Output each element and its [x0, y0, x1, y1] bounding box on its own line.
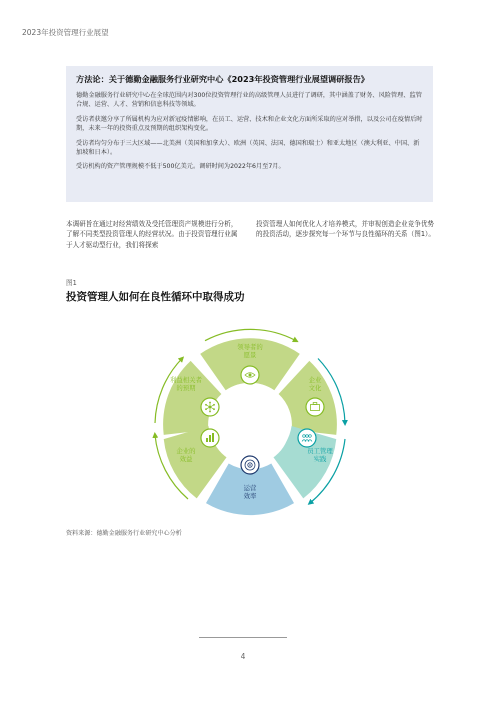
methodology-paragraph-4: 受访机构的资产管理规模不低于500亿美元。调研时间为2022年6月至7月。 [76, 163, 285, 171]
bar-chart-icon [201, 429, 219, 447]
node-label-stakeholder-2: 的预期 [176, 384, 196, 392]
node-label-operation-1: 运营 [243, 484, 257, 492]
node-label-employee-2: 实践 [313, 455, 327, 463]
node-label-culture-1: 企业 [308, 376, 322, 384]
running-header: 2023年投资管理行业展望 [22, 28, 109, 37]
people-icon [298, 429, 316, 447]
target-icon [241, 456, 259, 474]
methodology-paragraph-3: 受访者均匀分布于三大区域——北美洲（美国和加拿大）、欧洲（英国、法国、德国和瑞士）和亚太地区（澳大利亚、中国、新加坡和日本）。 [76, 139, 420, 157]
body-column-right: 投资管理人如何优化人才培养模式，并审视创造企业竞争优势的投资活动，逐步探究每一个环节与良性循环的关系（图1）。 [256, 220, 435, 239]
node-label-culture-2: 文化 [308, 384, 322, 392]
footer-rule [199, 637, 287, 638]
methodology-paragraph-1: 德勤金融服务行业研究中心在全球范围内对300位投资管理行业的高级管理人员进行了调研，其中涵盖了财务、风险管理、监管合规、运营、人才、营销和信息科技等领域。 [76, 92, 422, 109]
briefcase-icon [306, 398, 324, 416]
virtuous-cycle-diagram [140, 315, 360, 535]
node-label-operation-2: 效率 [243, 492, 257, 500]
node-label-benefit-2: 效益 [179, 455, 193, 463]
figure-title: 投资管理人如何在良性循环中取得成功 [66, 291, 245, 303]
figure-number: 图1 [66, 279, 77, 287]
node-label-vision-2: 愿景 [243, 351, 257, 359]
node-label-vision-1: 领导者的 [237, 343, 263, 351]
eye-icon [241, 366, 259, 384]
node-label-stakeholder-1: 利益相关者 [170, 376, 202, 384]
node-label-employee-1: 员工管理 [307, 447, 333, 455]
center-circle [210, 385, 290, 465]
body-column-left: 本调研旨在通过对经营绩效及受托管理资产规模进行分析，了解不同类型投资管理人的经营状况。由于投资管理行业属于人才驱动型行业，我们将探索 [66, 220, 238, 249]
figure-source: 资料来源：德勤金融服务行业研究中心分析 [66, 530, 182, 537]
node-label-benefit-1: 企业的 [176, 447, 196, 455]
page-number: 4 [240, 652, 246, 661]
methodology-box [66, 66, 433, 202]
network-icon [201, 398, 219, 416]
methodology-title: 方法论：关于德勤金融服务行业研究中心《2023年投资管理行业展望调研报告》 [76, 74, 369, 84]
methodology-paragraph-2: 受访者获邀分享了所属机构为应对新冠疫情影响，在员工、运营、技术和企业文化方面所采取的应对举措，以及公司在疫情后时期，未来一年的投资重点及预期的组织架构变化。 [76, 115, 423, 133]
